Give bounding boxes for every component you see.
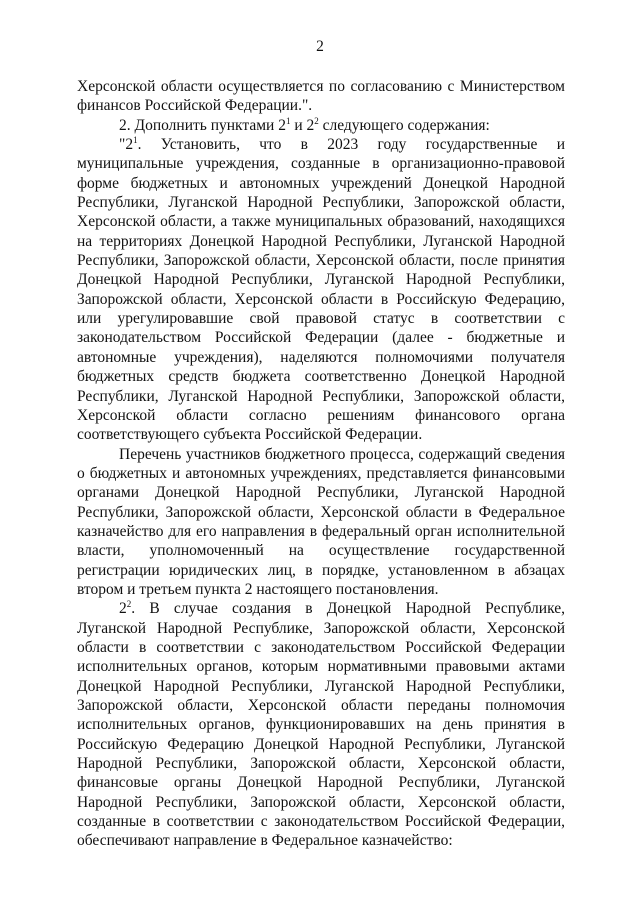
paragraph-item-2-2 bbox=[77, 599, 565, 850]
paragraph-participants-list bbox=[77, 445, 565, 600]
superscript: 2 bbox=[126, 599, 132, 610]
text-run: 2. Дополнить пунктами 2 bbox=[119, 116, 286, 134]
superscript: 1 bbox=[133, 135, 138, 146]
text-run: Перечень участников бюджетного процесса, содержащий сведения о бюджетных и автономных учреждениях, представляется финансовыми органами Донецкой Народной Республики, Луганской Народной Республики, Запорожской области, Херсонской области в Федеральное казначейство для его направления в федеральный орган исполнительной власти, уполномоченный на осуществление государственной регистрации юридических лиц, в порядке, установленном в абзацах втором и третьем пункта 2 настоящего постановления. bbox=[77, 445, 565, 598]
text-run: 2 bbox=[119, 600, 127, 618]
text-run: следующего содержания: bbox=[318, 116, 490, 134]
text-run: "2 bbox=[119, 136, 134, 154]
text-run: и 2 bbox=[290, 116, 315, 134]
page-number: 2 bbox=[316, 38, 324, 55]
superscript: 2 bbox=[314, 115, 319, 126]
text-run: . В случае создания в Донецкой Народной Республике, Луганской Народной Республике, Запорожской области, Херсонской области в соответствии с законодательством Российской Федерации исполнительных органов, которым нормативными правовыми актами Донецкой Народной Республики, Луганской Народной Республики, Запорожской области, Херсонской области переданы полномочия исполнительных органов, функционировавших на день принятия в Российскую Федерацию Донецкой Народной Республики, Луганской Народной Республики, Запорожской области, Херсонской области, финансовые органы Донецкой Народной Республики, Луганской Народной Республики, Запорожской области, Херсонской области, созданные в соответствии с законодательством Российской Федерации, обеспечивают направление в Федеральное казначейство: bbox=[77, 600, 565, 850]
text-run: . Установить, что в 2023 году государственные и муниципальные учреждения, созданные в организационно-правовой форме бюджетных и автономных учреждений Донецкой Народной Республики, Луганской Народной Республики, Запорожской области, Херсонской области, а также муниципальных образований, находящихся на территориях Донецкой Народной Республики, Луганской Народной Республики, Запорожской области, Херсонской области, после принятия Донецкой Народной Республики, Луганской Народной Республики, Запорожской области, Херсонской области в Российскую Федерацию, или урегулировавшие свой правовой статус в соответствии с законодательством Российской Федерации (далее - бюджетные и автономные учреждения), наделяются полномочиями получателя бюджетных средств бюджета соответственно Донецкой Народной Республики, Луганской Народной Республики, Запорожской области, Херсонской области согласно решениям финансового органа соответствующего субъекта Российской Федерации. bbox=[77, 136, 565, 444]
document-body bbox=[77, 77, 565, 851]
paragraph-item-2 bbox=[77, 116, 565, 135]
paragraph-item-2-1 bbox=[77, 135, 565, 445]
superscript: 1 bbox=[285, 115, 291, 126]
text-run: Херсонской области осуществляется по согласованию с Министерством финансов Российской Федерации.". bbox=[77, 78, 565, 115]
paragraph-continuation bbox=[77, 77, 565, 116]
